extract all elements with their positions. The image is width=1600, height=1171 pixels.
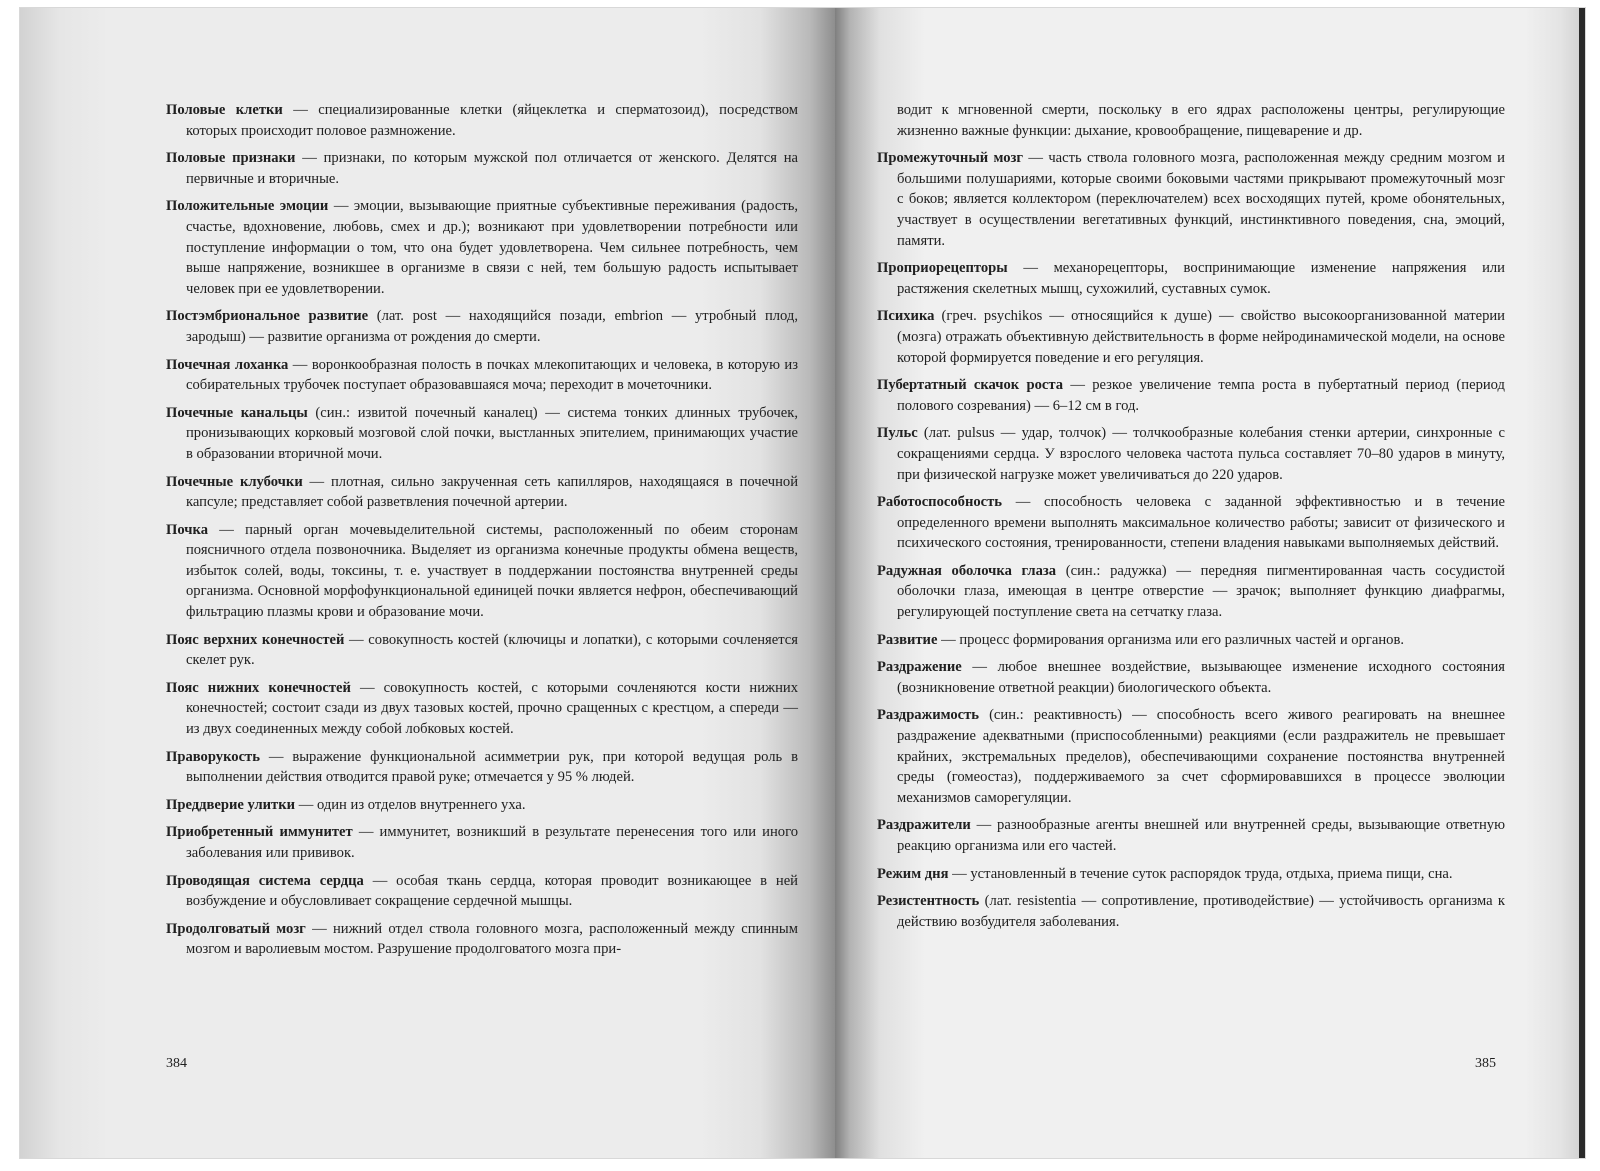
entry-term: Преддверие улитки [166, 796, 296, 813]
entry-definition: (син.: радужка) — передняя пигментированная часть сосудистой оболочки глаза, имеющая в центре отверстие — зрачок; выполняет функцию диафрагмы, регулирующей поступление света на сетчатку глаза. [897, 562, 1505, 621]
entry-definition: — механорецепторы, воспринимающие изменение напряжения или растяжения скелетных мышц, сухожилий, суставных сумок. [897, 260, 1505, 297]
entry-definition: — способность человека с заданной эффективностью и в течение определенного времени выполнять максимальное количество работы; зависит от физического и психического состояния, тренированности, степени владения навыками выполняемых действий. [897, 494, 1505, 552]
glossary-entry [166, 520, 798, 623]
entry-term: Психика [877, 308, 935, 325]
glossary-entry [166, 355, 798, 396]
entry-definition: (лат. post — находящийся позади, embrion — утробный плод, зародыш) — развитие организма от рождения до смерти. [186, 308, 798, 345]
entry-definition: — иммунитет, возникший в результате перенесения того или иного заболевания или прививок. [186, 824, 799, 861]
entry-definition: — любое внешнее воздействие, вызывающее изменение исходного состояния (возникновение ответной реакции) биологического объекта. [897, 659, 1505, 696]
entry-term: Резистентность [877, 893, 980, 910]
glossary-entry [877, 258, 1505, 299]
entry-definition: (лат. resistentia — сопротивление, противодействие) — устойчивость организма к действию возбудителя заболевания. [897, 893, 1505, 930]
entry-definition: — воронкообразная полость в почках млекопитающих и человека, в которую из собирательных трубочек поступает образовавшаяся моча; переходит в мочеточники. [186, 356, 799, 394]
glossary-entry [877, 891, 1505, 932]
entry-term: Раздражимость [877, 707, 980, 724]
continued-text: водит к мгновенной смерти, поскольку в его ядрах расположены центры, регулирующие жизненно важные функции: дыхание, кровообращение, пищеварение и др. [897, 102, 1505, 139]
entry-term: Развитие [877, 631, 938, 648]
glossary-entry [166, 306, 798, 347]
glossary-entry [166, 919, 798, 960]
glossary-entry [166, 795, 798, 816]
entry-definition: — совокупность костей, с которыми сочленяются кости нижних конечностей; состоит сзади из двух тазовых костей, прочно сращенных с крестцом, а спереди — из двух соединенных между собой лобковых костей. [186, 679, 798, 738]
entry-definition: — нижний отдел ствола головного мозга, расположенный между спинным мозгом и варолиевым мостом. Разрушение продолговатого мозга при- [186, 920, 798, 958]
glossary-entry [877, 306, 1505, 368]
glossary-entry [166, 678, 798, 740]
entry-definition: — процесс формирования организма или его различных частей и органов. [937, 631, 1404, 648]
glossary-entry [166, 403, 798, 465]
entry-definition: — парный орган мочевыделительной системы, расположенный по обеим сторонам поясничного отдела позвоночника. Выделяет из организма конечные продукты обмена веществ, избыток солей, воды, токсины, т. е. участвует в поддержании постоянства внутренней среды организма. Основной морфофункциональной единицей почки является нефрон, обеспечивающий фильтрацию плазмы крови и образование мочи. [186, 521, 798, 621]
page-number: 384 [166, 1056, 187, 1071]
glossary-entry [166, 472, 798, 513]
glossary-entry [877, 657, 1505, 698]
entry-term: Почка [166, 521, 208, 538]
glossary-entry [166, 100, 798, 141]
entry-term: Промежуточный мозг [877, 150, 1024, 167]
entry-term: Проприорецепторы [877, 260, 1008, 277]
entry-definition: — установленный в течение суток распорядок труда, отдыха, приема пищи, сна. [948, 865, 1453, 882]
entry-definition: — специализированные клетки (яйцеклетка и сперматозоид), посредством которых происходит половое размножение. [186, 102, 798, 139]
glossary-entry [877, 705, 1505, 808]
page-number: 385 [1475, 1056, 1496, 1071]
entry-term: Пояс нижних конечностей [166, 679, 351, 696]
left-page [20, 8, 835, 1158]
entry-term: Раздражение [877, 659, 962, 676]
right-page [835, 8, 1585, 1158]
entry-term: Приобретенный иммунитет [166, 824, 353, 841]
entry-term: Радужная оболочка глаза [877, 562, 1057, 579]
entry-term: Пульс [877, 425, 918, 442]
entry-term: Постэмбриональное развитие [166, 308, 369, 325]
entry-definition: — часть ствола головного мозга, расположенная между средним мозгом и большими полушариями, которые своими боковыми частями прикрывают промежуточный мозг с боков; является коллектором (переключателем) всех восходящих путей, кроме обонятельных, участвует в осуществлении вегетативных функций, инстинктивного поведения, сна, эмоций, памяти. [897, 150, 1505, 249]
entry-definition: — один из отделов внутреннего уха. [295, 796, 526, 813]
entry-definition: — выражение функциональной асимметрии рук, при которой ведущая роль в выполнении действия отводится правой руке; отмечается у 95 % людей. [186, 748, 798, 786]
entry-definition: — эмоции, вызывающие приятные субъективные переживания (радость, счастье, вдохновение, любовь, смех и др.); возникают при удовлетворении потребности или поступление информации о том, что она будет удовлетворена. Чем сильнее потребность, чем выше напряжение, возникшее в организме в связи с ней, тем большую радость испытывает человек при ее удовлетворении. [186, 198, 798, 297]
entry-term: Праворукость [166, 748, 260, 765]
entry-term: Половые клетки [166, 102, 283, 118]
glossary-entry [877, 864, 1505, 885]
entry-definition: (греч. psychikos — относящийся к душе) — свойство высокоорганизованной материи (мозга) отражать объективную действительность в форме нейродинамической модели, на основе которой формируется поведение и его регуляция. [897, 308, 1505, 366]
entry-term: Продолговатый мозг [166, 920, 306, 937]
entry-term: Режим дня [877, 865, 949, 882]
glossary-entry [166, 196, 798, 299]
entry-term: Пояс верхних конечностей [166, 631, 345, 648]
glossary-entry [166, 747, 798, 788]
glossary-entry [877, 561, 1505, 623]
entry-definition: — признаки, по которым мужской пол отличается от женского. Делятся на первичные и вторичные. [186, 150, 798, 187]
entry-term: Почечные клубочки [166, 473, 303, 490]
glossary-entry [877, 815, 1505, 856]
glossary-entry [877, 630, 1505, 651]
left-page-text [166, 100, 798, 967]
entry-definition: — резкое увеличение темпа роста в пубертатный период (период полового созревания) — 6–12 см в год. [897, 377, 1505, 414]
entry-term: Проводящая система сердца [166, 872, 364, 889]
glossary-entry [877, 375, 1505, 416]
entry-definition: (син.: реактивность) — способность всего живого реагировать на внешнее раздражение адекватными (приспособленными) реакциями (если раздражитель не превышает крайних, экстремальных пределов), обеспечивающими сохранение постоянства внутренней среды (гомеостаз), поддерживаемого за счет сформировавшихся в процессе эволюции механизмов саморегуляции. [897, 707, 1505, 806]
glossary-entry [166, 871, 798, 912]
entry-definition: — плотная, сильно закрученная сеть капилляров, находящаяся в почечной капсуле; представляет собой разветвления почечной артерии. [186, 473, 799, 511]
entry-term: Половые признаки [166, 150, 296, 167]
page-edge-shadow [1579, 8, 1585, 1158]
entry-term: Почечная лоханка [166, 356, 289, 373]
entry-definition: — разнообразные агенты внешней или внутренней среды, вызывающие ответную реакцию организма или его частей. [897, 817, 1505, 854]
entry-term: Положительные эмоции [166, 198, 329, 215]
entry-definition: (син.: извитой почечный каналец) — система тонких длинных трубочек, пронизывающих корковый мозговой слой почки, выстланных эпителием, принимающих участие в образовании вторичной мочи. [186, 404, 798, 462]
glossary-entry [166, 822, 798, 863]
right-page-text [877, 100, 1505, 939]
glossary-entry [877, 492, 1505, 554]
entry-term: Почечные канальцы [166, 404, 308, 421]
entry-definition: — особая ткань сердца, которая проводит возникающее в ней возбуждение и обусловливает сокращение сердечной мышцы. [186, 872, 798, 910]
entry-term: Работоспособность [877, 494, 1003, 511]
entry-definition: (лат. pulsus — удар, толчок) — толчкообразные колебания стенки артерии, синхронные с сокращениями сердца. У взрослого человека частота пульса составляет 70–80 ударов в минуту, при физической нагрузке может увеличиваться до 220 ударов. [897, 425, 1505, 483]
entry-term: Пубертатный скачок роста [877, 377, 1064, 394]
entry-term: Раздражители [877, 817, 971, 834]
glossary-entry [166, 148, 798, 189]
book-spread [20, 8, 1585, 1158]
glossary-entry [877, 423, 1505, 485]
entry-definition: — совокупность костей (ключицы и лопатки), с которыми сочленяется скелет рук. [186, 631, 798, 669]
glossary-entry [166, 630, 798, 671]
glossary-entry [877, 148, 1505, 251]
